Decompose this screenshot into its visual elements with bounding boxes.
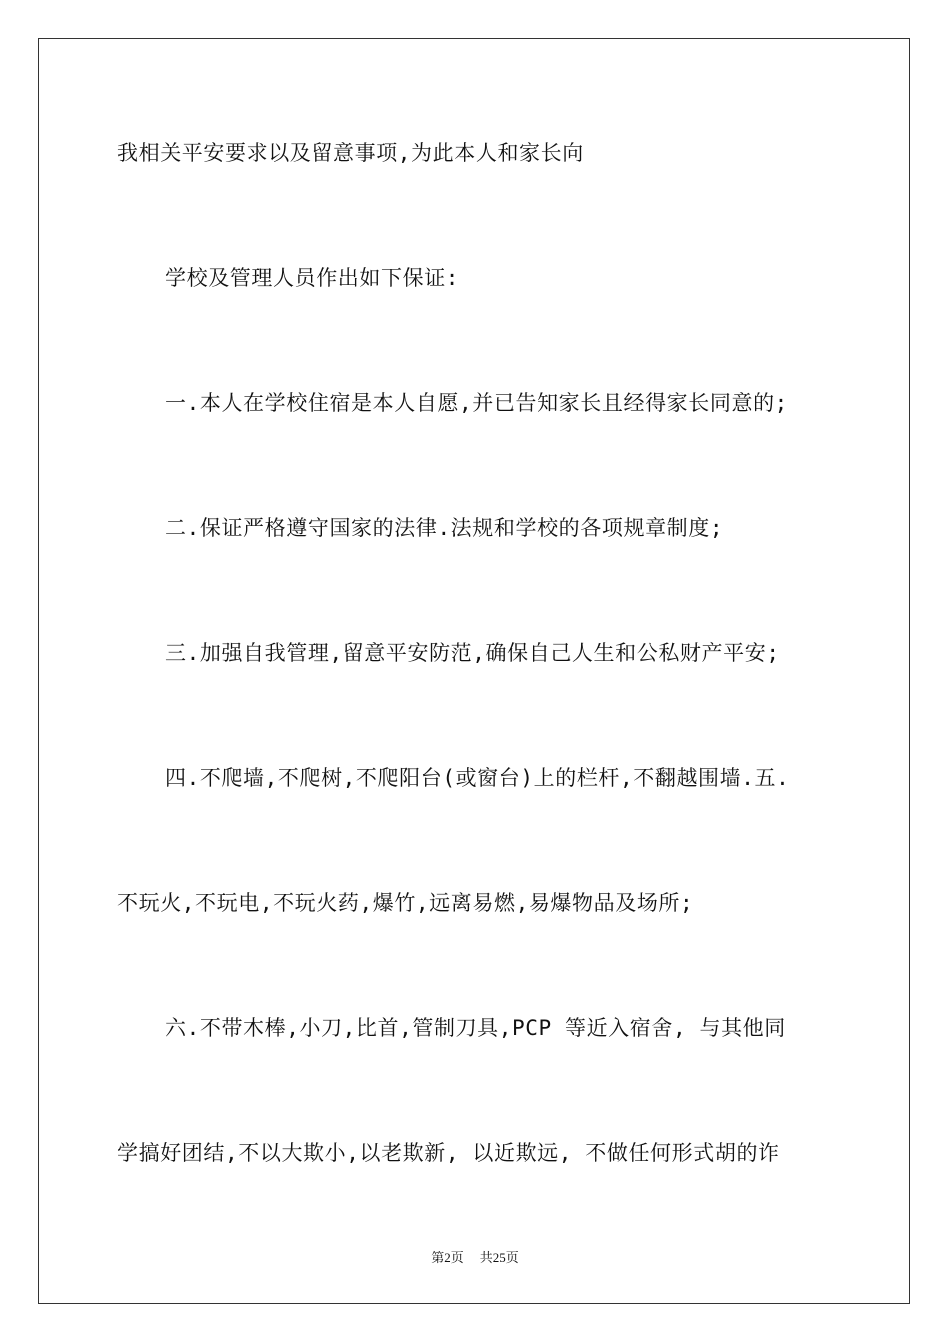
text-line-8: 六.不带木棒,小刀,比首,管制刀具,PCP 等近入宿舍, 与其他同 bbox=[165, 1016, 786, 1040]
page-footer bbox=[0, 1247, 950, 1266]
text-line-1: 我相关平安要求以及留意事项,为此本人和家长向 bbox=[117, 141, 584, 165]
page-frame bbox=[38, 38, 910, 1304]
page-number: 第2页 bbox=[431, 1250, 464, 1265]
text-line-4: 二.保证严格遵守国家的法律.法规和学校的各项规章制度; bbox=[165, 516, 724, 540]
text-line-9: 学搞好团结,不以大欺小,以老欺新, 以近欺远, 不做任何形式胡的诈 bbox=[117, 1141, 780, 1165]
text-line-7: 不玩火,不玩电,不玩火药,爆竹,远离易燃,易爆物品及场所; bbox=[117, 891, 694, 915]
text-line-2: 学校及管理人员作出如下保证: bbox=[165, 266, 460, 290]
page-total: 共25页 bbox=[479, 1250, 519, 1265]
text-line-6: 四.不爬墙,不爬树,不爬阳台(或窗台)上的栏杆,不翻越围墙.五. bbox=[165, 766, 790, 790]
text-line-3: 一.本人在学校住宿是本人自愿,并已告知家长且经得家长同意的; bbox=[165, 391, 788, 415]
text-line-5: 三.加强自我管理,留意平安防范,确保自己人生和公私财产平安; bbox=[165, 641, 780, 665]
